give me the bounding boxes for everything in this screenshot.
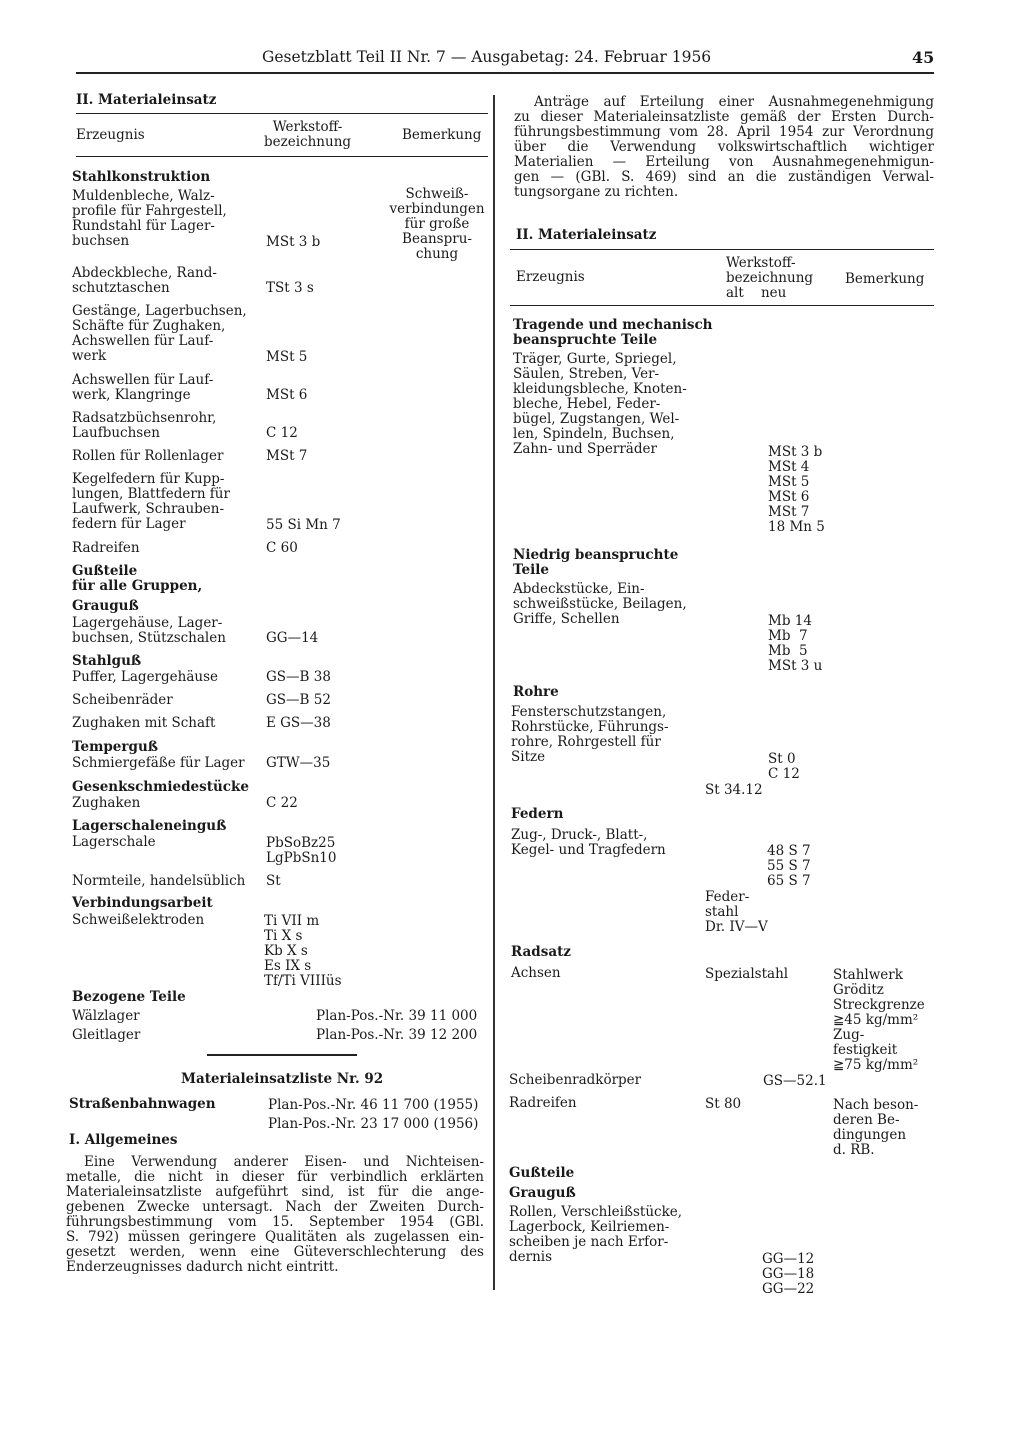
group-gussteile-right: Gußteile: [509, 1165, 575, 1181]
row-product: Scheibenradkörper: [509, 1072, 642, 1088]
row-product: Kegelfedern für Kupp- lungen, Blattfedern für Laufwerk, Schrauben- federn für Lager: [72, 471, 230, 532]
row-product: Lagerschale: [72, 834, 156, 850]
group-gussteile: Gußteile für alle Gruppen,: [72, 563, 203, 594]
group-grauguss: Grauguß: [72, 598, 139, 614]
paragraph-line: führungsbestimmung vom 28. April 1954 zur Verordnung: [514, 124, 934, 140]
row-material-new: GG—12 GG—18 GG—22: [762, 1251, 815, 1297]
paragraph-line: gesetzt werden, wenn eine Güteverschlechterung des: [66, 1244, 484, 1260]
paragraph-line: Materialeinsatzliste aufgeführt sind, ist für die ange-: [66, 1184, 484, 1200]
row-product: Zug-, Druck-, Blatt-, Kegel- und Tragfedern: [511, 827, 666, 858]
general-paragraph: [66, 1155, 484, 1275]
row-material: MSt 7: [266, 448, 308, 464]
row-product: Zughaken mit Schaft: [72, 715, 216, 731]
row-product: Achsen: [511, 965, 561, 981]
row-product: Fensterschutzstangen, Rohrstücke, Führungs- rohre, Rohrgestell für Sitze: [511, 704, 669, 765]
row-material: 55 Si Mn 7: [266, 517, 341, 533]
row-material-old: St 34.12: [705, 782, 763, 798]
row-product: Gleitlager: [72, 1027, 141, 1043]
row-remark: Stahlwerk Gröditz Streckgrenze ≧45 kg/mm² Zug- festigkeit ≧75 kg/mm²: [833, 967, 925, 1073]
row-material: C 60: [266, 540, 298, 556]
row-material-old: Feder- stahl Dr. IV—V: [705, 889, 768, 935]
row-product: Wälzlager: [72, 1008, 140, 1024]
paragraph-line: Anträge auf Erteilung einer Ausnahmegenehmigung: [534, 94, 934, 110]
right-col-product: Erzeugnis: [516, 269, 585, 285]
row-material-old: St 80: [705, 1096, 742, 1112]
list2-title: Materialeinsatzliste Nr. 92: [181, 1071, 384, 1087]
row-material: GS—B 38: [266, 669, 331, 685]
row-material: C 22: [266, 795, 298, 811]
group-grauguss-right: Grauguß: [509, 1185, 576, 1201]
row-material: St: [266, 873, 281, 889]
group-gesenk: Gesenkschmiedestücke: [72, 779, 249, 795]
row-product: Schmiergefäße für Lager: [72, 755, 245, 771]
right-col-remark: Bemerkung: [845, 271, 925, 287]
row-product: Normteile, handelsüblich: [72, 873, 246, 889]
row-material: MSt 6: [266, 387, 308, 403]
list2-plan2: Plan-Pos.-Nr. 23 17 000 (1956): [268, 1116, 479, 1132]
paragraph-line: führungsbestimmung vom 15. September 1954 (GBl.: [66, 1214, 484, 1230]
row-material: PbSoBz25 LgPbSn10: [266, 835, 337, 866]
running-title: Gesetzblatt Teil II Nr. 7 — Ausgabetag: 24. Februar 1956: [262, 48, 712, 66]
row-material-old: Spezialstahl: [705, 966, 789, 982]
right-col-material: Werkstoff- bezeichnung alt neu: [726, 255, 814, 301]
group-lagerschaleneinguss: Lagerschaleneinguß: [72, 818, 227, 834]
paragraph-line: gebenen Zwecke untersagt. Nach der Zweiten Durch-: [66, 1199, 484, 1215]
list2-product: Straßenbahnwagen: [69, 1096, 216, 1112]
row-material: TSt 3 s: [266, 280, 314, 296]
left-col-material: Werkstoff- bezeichnung: [264, 119, 352, 150]
group-bezogene-teile: Bezogene Teile: [72, 989, 186, 1005]
paragraph-line: tungsorgane zu richten.: [514, 184, 679, 200]
row-product: Schweißelektroden: [72, 912, 205, 928]
row-remark: Schweiß- verbindungen für große Beanspru- chung: [389, 186, 485, 262]
row-material-new: Mb 14 Mb 7 Mb 5 MSt 3 u: [768, 613, 823, 674]
header-rule: [76, 72, 934, 74]
column-divider: [493, 95, 495, 1290]
row-material-new: GS—52.1: [763, 1073, 827, 1089]
row-material-new: MSt 3 b MSt 4 MSt 5 MSt 6 MSt 7 18 Mn 5: [768, 444, 825, 535]
group-stahlkonstruktion: Stahlkonstruktion: [72, 169, 211, 185]
group-niedrig: Niedrig beanspruchte Teile: [513, 547, 679, 578]
right-table-top-rule: [510, 249, 934, 250]
left-section-title: II. Materialeinsatz: [76, 92, 217, 108]
row-product: Zughaken: [72, 795, 141, 811]
paragraph-line: Materialien — Erteilung von Ausnahmegenehmigun-: [514, 154, 934, 170]
paragraph-line: Eine Verwendung anderer Eisen- und Nichteisen-: [84, 1154, 484, 1170]
left-table-head-rule: [76, 156, 488, 157]
group-rohre: Rohre: [513, 684, 559, 700]
right-section-title: II. Materialeinsatz: [516, 227, 657, 243]
row-product: Radreifen: [509, 1095, 577, 1111]
section-divider: [207, 1054, 357, 1056]
row-product: Rollen für Rollenlager: [72, 448, 224, 464]
row-product: Rollen, Verschleißstücke, Lagerbock, Keilriemen- scheiben je nach Erfor- dernis: [509, 1204, 683, 1265]
general-title: I. Allgemeines: [69, 1132, 178, 1148]
paragraph-line: zu dieser Materialeinsatzliste gemäß der Ersten Durch-: [514, 109, 934, 125]
row-product: Träger, Gurte, Spriegel, Säulen, Streben, Ver- kleidungsbleche, Knoten- bleche, Hebel, Feder- bügel, Zugstangen, Wel- len, Spindeln, Buchsen, Zahn- und Sperräder: [513, 351, 687, 457]
row-material: MSt 3 b: [266, 234, 321, 250]
row-material: Plan-Pos.-Nr. 39 12 200: [316, 1027, 478, 1043]
page-number: 45: [912, 48, 935, 67]
group-verbindungsarbeit: Verbindungsarbeit: [72, 895, 213, 911]
row-remark: Nach beson- deren Be- dingungen d. RB.: [833, 1097, 919, 1158]
row-material: E GS—38: [266, 715, 331, 731]
paragraph-line: über die Verwendung volkswirtschaftlich wichtiger: [514, 139, 934, 155]
row-product: Abdeckbleche, Rand- schutztaschen: [72, 265, 217, 296]
group-temperguss: Temperguß: [72, 739, 159, 755]
row-product: Achswellen für Lauf- werk, Klangringe: [72, 372, 214, 403]
row-material: C 12: [266, 425, 298, 441]
row-product: Radreifen: [72, 540, 140, 556]
row-material: GTW—35: [266, 755, 331, 771]
right-table-head-rule: [510, 305, 934, 306]
row-product: Lagergehäuse, Lager- buchsen, Stützschalen: [72, 615, 226, 646]
row-product: Scheibenräder: [72, 692, 173, 708]
row-material: Plan-Pos.-Nr. 39 11 000: [316, 1008, 478, 1024]
group-tragende: Tragende und mechanisch beanspruchte Teile: [513, 317, 713, 348]
row-material: GS—B 52: [266, 692, 331, 708]
row-material-new: St 0 C 12: [768, 751, 800, 782]
left-col-remark: Bemerkung: [402, 127, 482, 143]
paragraph-line: S. 792) müssen geringere Qualitäten als zugelassen ein-: [66, 1229, 484, 1245]
row-product: Abdeckstücke, Ein- schweißstücke, Beilagen, Griffe, Schellen: [513, 581, 687, 627]
group-radsatz: Radsatz: [511, 944, 571, 960]
list2-plan1: Plan-Pos.-Nr. 46 11 700 (1955): [268, 1097, 479, 1113]
intro-paragraph: [514, 95, 934, 200]
row-material: GG—14: [266, 630, 319, 646]
row-product: Puffer, Lagergehäuse: [72, 669, 218, 685]
paragraph-line: gen — (GBl. S. 469) sind an die zuständigen Verwal-: [514, 169, 934, 185]
row-product: Gestänge, Lagerbuchsen, Schäfte für Zughaken, Achswellen für Lauf- werk: [72, 303, 247, 364]
paragraph-line: metalle, die nicht in dieser für verbindlich erklärten: [66, 1169, 484, 1185]
row-product: Muldenbleche, Walz- profile für Fahrgestell, Rundstahl für Lager- buchsen: [72, 188, 227, 249]
left-table-top-rule: [76, 113, 488, 114]
group-stahlguss: Stahlguß: [72, 653, 142, 669]
row-material: Ti VII m Ti X s Kb X s Es IX s Tf/Ti VIIIüs: [264, 913, 342, 989]
row-material: MSt 5: [266, 349, 308, 365]
group-federn: Federn: [511, 806, 564, 822]
paragraph-line: Enderzeugnisses dadurch nicht eintritt.: [66, 1259, 339, 1275]
left-col-product: Erzeugnis: [76, 127, 145, 143]
row-material-new: 48 S 7 55 S 7 65 S 7: [767, 843, 811, 889]
row-product: Radsatzbüchsenrohr, Laufbuchsen: [72, 410, 217, 441]
